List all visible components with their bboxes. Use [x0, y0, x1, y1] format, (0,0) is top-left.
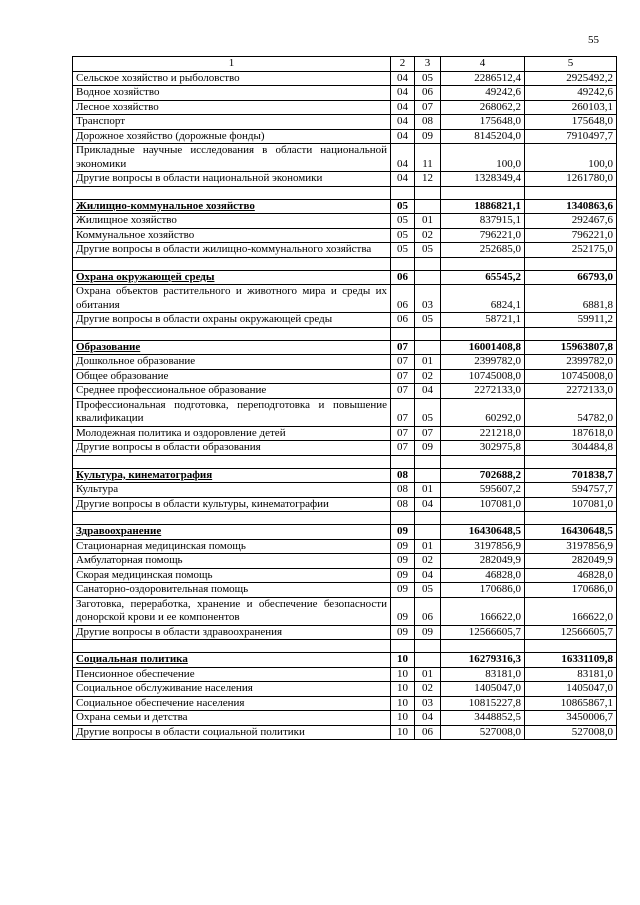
row-section-code: 10 — [391, 696, 415, 711]
row-subsection-code: 03 — [415, 696, 441, 711]
row-value-col5: 252175,0 — [525, 243, 617, 258]
row-value-col4: 46828,0 — [441, 568, 525, 583]
spacer-cell — [441, 257, 525, 270]
row-value-col5: 16331109,8 — [525, 653, 617, 668]
row-name-cell: Охрана объектов растительного и животного мира и среды их обитания — [73, 285, 391, 313]
row-name-cell: Образование — [73, 340, 391, 355]
page-number: 55 — [588, 34, 599, 46]
row-value-col5: 10745008,0 — [525, 369, 617, 384]
row-value-col4: 166622,0 — [441, 597, 525, 625]
spacer-cell — [415, 640, 441, 653]
row-subsection-code: 12 — [415, 172, 441, 187]
table-row — [73, 398, 617, 426]
row-subsection-code: 04 — [415, 497, 441, 512]
row-value-col4: 107081,0 — [441, 497, 525, 512]
table-row — [73, 725, 617, 740]
row-value-col5: 1405047,0 — [525, 682, 617, 697]
row-value-col5: 66793,0 — [525, 270, 617, 285]
row-value-col4: 2399782,0 — [441, 355, 525, 370]
row-section-code: 09 — [391, 583, 415, 598]
row-value-col5: 83181,0 — [525, 667, 617, 682]
row-name-cell: Санаторно-оздоровительная помощь — [73, 583, 391, 598]
row-subsection-code — [415, 468, 441, 483]
row-name-cell: Социальное обеспечение населения — [73, 696, 391, 711]
row-value-col4: 302975,8 — [441, 441, 525, 456]
spacer-cell — [525, 455, 617, 468]
row-section-code: 07 — [391, 369, 415, 384]
row-value-col5: 175648,0 — [525, 115, 617, 130]
row-value-col4: 10815227,8 — [441, 696, 525, 711]
row-section-code: 05 — [391, 243, 415, 258]
row-section-code: 06 — [391, 285, 415, 313]
row-value-col4: 527008,0 — [441, 725, 525, 740]
row-name-cell: Социальное обслуживание населения — [73, 682, 391, 697]
row-section-code: 07 — [391, 398, 415, 426]
table-row — [73, 539, 617, 554]
row-section-code: 04 — [391, 172, 415, 187]
spacer-cell — [415, 455, 441, 468]
row-value-col4: 3197856,9 — [441, 539, 525, 554]
spacer-row — [73, 327, 617, 340]
row-subsection-code: 04 — [415, 711, 441, 726]
row-section-code: 07 — [391, 340, 415, 355]
spacer-cell — [415, 186, 441, 199]
row-subsection-code: 05 — [415, 313, 441, 328]
row-name-cell: Охрана окружающей среды — [73, 270, 391, 285]
row-section-code: 09 — [391, 525, 415, 540]
row-section-code: 04 — [391, 115, 415, 130]
spacer-cell — [441, 327, 525, 340]
row-subsection-code — [415, 340, 441, 355]
row-value-col5: 796221,0 — [525, 228, 617, 243]
row-value-col5: 594757,7 — [525, 483, 617, 498]
spacer-cell — [73, 257, 391, 270]
row-value-col4: 10745008,0 — [441, 369, 525, 384]
row-subsection-code — [415, 525, 441, 540]
row-value-col5: 3450006,7 — [525, 711, 617, 726]
table-row — [73, 355, 617, 370]
table-row — [73, 441, 617, 456]
row-section-code: 08 — [391, 483, 415, 498]
row-name-cell: Общее образование — [73, 369, 391, 384]
row-name-cell: Другие вопросы в области культуры, кинематографии — [73, 497, 391, 512]
row-value-col4: 175648,0 — [441, 115, 525, 130]
table-row — [73, 228, 617, 243]
row-section-code: 08 — [391, 468, 415, 483]
spacer-cell — [441, 186, 525, 199]
spacer-cell — [73, 640, 391, 653]
row-value-col5: 304484,8 — [525, 441, 617, 456]
row-subsection-code: 05 — [415, 243, 441, 258]
spacer-cell — [415, 327, 441, 340]
spacer-cell — [525, 327, 617, 340]
header-col-2: 2 — [391, 57, 415, 72]
row-name-cell: Транспорт — [73, 115, 391, 130]
row-value-col5: 59911,2 — [525, 313, 617, 328]
header-col-3: 3 — [415, 57, 441, 72]
spacer-cell — [415, 512, 441, 525]
table-row — [73, 483, 617, 498]
row-value-col5: 187618,0 — [525, 426, 617, 441]
row-name-cell: Среднее профессиональное образование — [73, 384, 391, 399]
row-name-cell: Дошкольное образование — [73, 355, 391, 370]
row-name-cell: Лесное хозяйство — [73, 100, 391, 115]
row-subsection-code: 04 — [415, 384, 441, 399]
section-row — [73, 525, 617, 540]
table-row — [73, 554, 617, 569]
row-subsection-code: 09 — [415, 441, 441, 456]
row-section-code: 05 — [391, 214, 415, 229]
row-name-cell: Другие вопросы в области социальной политики — [73, 725, 391, 740]
table-row — [73, 667, 617, 682]
row-subsection-code: 09 — [415, 625, 441, 640]
row-value-col5: 282049,9 — [525, 554, 617, 569]
spacer-cell — [73, 186, 391, 199]
row-value-col5: 1340863,6 — [525, 199, 617, 214]
row-value-col4: 1405047,0 — [441, 682, 525, 697]
row-subsection-code: 07 — [415, 100, 441, 115]
row-value-col4: 3448852,5 — [441, 711, 525, 726]
row-value-col4: 1328349,4 — [441, 172, 525, 187]
table-row — [73, 100, 617, 115]
row-section-code: 08 — [391, 497, 415, 512]
row-subsection-code: 01 — [415, 483, 441, 498]
row-section-code: 07 — [391, 441, 415, 456]
row-value-col4: 170686,0 — [441, 583, 525, 598]
table-row — [73, 144, 617, 172]
row-section-code: 05 — [391, 228, 415, 243]
row-subsection-code: 02 — [415, 682, 441, 697]
budget-table — [72, 56, 617, 740]
row-name-cell: Жилищно-коммунальное хозяйство — [73, 199, 391, 214]
row-section-code: 07 — [391, 355, 415, 370]
header-col-1: 1 — [73, 57, 391, 72]
row-section-code: 05 — [391, 199, 415, 214]
row-value-col5: 170686,0 — [525, 583, 617, 598]
spacer-cell — [441, 455, 525, 468]
table-row — [73, 369, 617, 384]
row-name-cell: Жилищное хозяйство — [73, 214, 391, 229]
row-value-col4: 2286512,4 — [441, 71, 525, 86]
row-subsection-code: 02 — [415, 369, 441, 384]
row-value-col4: 16279316,3 — [441, 653, 525, 668]
row-value-col5: 7910497,7 — [525, 129, 617, 144]
table-row — [73, 86, 617, 101]
row-value-col4: 796221,0 — [441, 228, 525, 243]
table-row — [73, 214, 617, 229]
row-value-col4: 58721,1 — [441, 313, 525, 328]
table-row — [73, 682, 617, 697]
row-value-col4: 16001408,8 — [441, 340, 525, 355]
row-value-col5: 260103,1 — [525, 100, 617, 115]
section-row — [73, 270, 617, 285]
row-subsection-code: 06 — [415, 597, 441, 625]
row-value-col5: 10865867,1 — [525, 696, 617, 711]
row-value-col4: 100,0 — [441, 144, 525, 172]
table-row — [73, 313, 617, 328]
row-value-col5: 15963807,8 — [525, 340, 617, 355]
row-name-cell: Другие вопросы в области образования — [73, 441, 391, 456]
spacer-row — [73, 512, 617, 525]
row-value-col5: 3197856,9 — [525, 539, 617, 554]
row-value-col4: 8145204,0 — [441, 129, 525, 144]
spacer-row — [73, 455, 617, 468]
spacer-cell — [73, 327, 391, 340]
header-row — [73, 57, 617, 72]
spacer-cell — [441, 640, 525, 653]
row-value-col5: 292467,6 — [525, 214, 617, 229]
spacer-cell — [391, 640, 415, 653]
row-value-col4: 268062,2 — [441, 100, 525, 115]
spacer-cell — [73, 512, 391, 525]
header-col-5: 5 — [525, 57, 617, 72]
row-subsection-code: 03 — [415, 285, 441, 313]
row-value-col5: 16430648,5 — [525, 525, 617, 540]
row-subsection-code — [415, 199, 441, 214]
table-row — [73, 384, 617, 399]
row-subsection-code — [415, 270, 441, 285]
table-row — [73, 129, 617, 144]
row-subsection-code: 07 — [415, 426, 441, 441]
row-name-cell: Дорожное хозяйство (дорожные фонды) — [73, 129, 391, 144]
row-value-col4: 60292,0 — [441, 398, 525, 426]
row-value-col4: 83181,0 — [441, 667, 525, 682]
row-name-cell: Молодежная политика и оздоровление детей — [73, 426, 391, 441]
row-value-col4: 2272133,0 — [441, 384, 525, 399]
spacer-cell — [525, 257, 617, 270]
section-row — [73, 468, 617, 483]
row-value-col4: 252685,0 — [441, 243, 525, 258]
spacer-cell — [391, 186, 415, 199]
row-value-col5: 2925492,2 — [525, 71, 617, 86]
row-value-col5: 46828,0 — [525, 568, 617, 583]
spacer-cell — [73, 455, 391, 468]
row-value-col5: 527008,0 — [525, 725, 617, 740]
row-subsection-code: 09 — [415, 129, 441, 144]
row-value-col4: 12566605,7 — [441, 625, 525, 640]
row-subsection-code: 06 — [415, 86, 441, 101]
row-section-code: 10 — [391, 711, 415, 726]
row-section-code: 04 — [391, 100, 415, 115]
table-row — [73, 597, 617, 625]
row-name-cell: Культура, кинематография — [73, 468, 391, 483]
row-subsection-code: 05 — [415, 71, 441, 86]
table-row — [73, 426, 617, 441]
row-subsection-code: 04 — [415, 568, 441, 583]
row-section-code: 06 — [391, 270, 415, 285]
table-row — [73, 71, 617, 86]
row-value-col5: 2272133,0 — [525, 384, 617, 399]
row-name-cell: Коммунальное хозяйство — [73, 228, 391, 243]
row-value-col5: 49242,6 — [525, 86, 617, 101]
row-value-col4: 1886821,1 — [441, 199, 525, 214]
spacer-cell — [415, 257, 441, 270]
row-value-col5: 12566605,7 — [525, 625, 617, 640]
spacer-row — [73, 640, 617, 653]
section-row — [73, 199, 617, 214]
row-value-col5: 100,0 — [525, 144, 617, 172]
section-row — [73, 340, 617, 355]
row-name-cell: Другие вопросы в области охраны окружающей среды — [73, 313, 391, 328]
header-col-4: 4 — [441, 57, 525, 72]
row-section-code: 09 — [391, 597, 415, 625]
row-value-col5: 166622,0 — [525, 597, 617, 625]
row-value-col5: 1261780,0 — [525, 172, 617, 187]
row-section-code: 10 — [391, 725, 415, 740]
row-section-code: 09 — [391, 539, 415, 554]
row-subsection-code: 01 — [415, 667, 441, 682]
table-row — [73, 583, 617, 598]
row-value-col4: 702688,2 — [441, 468, 525, 483]
row-section-code: 04 — [391, 129, 415, 144]
row-value-col4: 65545,2 — [441, 270, 525, 285]
row-name-cell: Пенсионное обеспечение — [73, 667, 391, 682]
row-name-cell: Заготовка, переработка, хранение и обеспечение безопасности донорской крови и ее компонентов — [73, 597, 391, 625]
table-row — [73, 285, 617, 313]
row-value-col4: 221218,0 — [441, 426, 525, 441]
table-row — [73, 172, 617, 187]
table-row — [73, 711, 617, 726]
row-section-code: 04 — [391, 86, 415, 101]
row-section-code: 10 — [391, 653, 415, 668]
row-value-col5: 6881,8 — [525, 285, 617, 313]
row-name-cell: Стационарная медицинская помощь — [73, 539, 391, 554]
spacer-cell — [391, 512, 415, 525]
spacer-cell — [441, 512, 525, 525]
row-value-col4: 16430648,5 — [441, 525, 525, 540]
row-name-cell: Прикладные научные исследования в области национальной экономики — [73, 144, 391, 172]
row-section-code: 10 — [391, 682, 415, 697]
table-row — [73, 115, 617, 130]
row-value-col4: 595607,2 — [441, 483, 525, 498]
table-row — [73, 497, 617, 512]
row-name-cell: Амбулаторная помощь — [73, 554, 391, 569]
row-name-cell: Водное хозяйство — [73, 86, 391, 101]
table-row — [73, 243, 617, 258]
row-name-cell: Профессиональная подготовка, переподготовка и повышение квалификации — [73, 398, 391, 426]
row-subsection-code: 06 — [415, 725, 441, 740]
row-section-code: 09 — [391, 568, 415, 583]
row-subsection-code — [415, 653, 441, 668]
row-section-code: 07 — [391, 384, 415, 399]
table-row — [73, 625, 617, 640]
row-subsection-code: 01 — [415, 355, 441, 370]
row-value-col4: 282049,9 — [441, 554, 525, 569]
row-value-col5: 701838,7 — [525, 468, 617, 483]
row-value-col4: 6824,1 — [441, 285, 525, 313]
row-section-code: 06 — [391, 313, 415, 328]
row-section-code: 04 — [391, 71, 415, 86]
row-name-cell: Скорая медицинская помощь — [73, 568, 391, 583]
row-subsection-code: 02 — [415, 228, 441, 243]
spacer-row — [73, 257, 617, 270]
section-row — [73, 653, 617, 668]
row-name-cell: Культура — [73, 483, 391, 498]
row-subsection-code: 02 — [415, 554, 441, 569]
row-subsection-code: 05 — [415, 398, 441, 426]
spacer-cell — [525, 512, 617, 525]
spacer-cell — [525, 640, 617, 653]
row-name-cell: Социальная политика — [73, 653, 391, 668]
row-value-col4: 837915,1 — [441, 214, 525, 229]
table-row — [73, 696, 617, 711]
row-section-code: 04 — [391, 144, 415, 172]
row-subsection-code: 01 — [415, 539, 441, 554]
row-value-col4: 49242,6 — [441, 86, 525, 101]
row-subsection-code: 05 — [415, 583, 441, 598]
row-value-col5: 107081,0 — [525, 497, 617, 512]
spacer-cell — [391, 327, 415, 340]
row-name-cell: Другие вопросы в области жилищно-коммунального хозяйства — [73, 243, 391, 258]
spacer-row — [73, 186, 617, 199]
spacer-cell — [525, 186, 617, 199]
row-section-code: 09 — [391, 625, 415, 640]
row-section-code: 10 — [391, 667, 415, 682]
row-subsection-code: 08 — [415, 115, 441, 130]
row-value-col5: 54782,0 — [525, 398, 617, 426]
row-name-cell: Здравоохранение — [73, 525, 391, 540]
spacer-cell — [391, 455, 415, 468]
row-name-cell: Другие вопросы в области здравоохранения — [73, 625, 391, 640]
row-subsection-code: 01 — [415, 214, 441, 229]
row-section-code: 09 — [391, 554, 415, 569]
row-section-code: 07 — [391, 426, 415, 441]
row-name-cell: Сельское хозяйство и рыболовство — [73, 71, 391, 86]
spacer-cell — [391, 257, 415, 270]
row-subsection-code: 11 — [415, 144, 441, 172]
row-value-col5: 2399782,0 — [525, 355, 617, 370]
row-name-cell: Охрана семьи и детства — [73, 711, 391, 726]
row-name-cell: Другие вопросы в области национальной экономики — [73, 172, 391, 187]
table-row — [73, 568, 617, 583]
